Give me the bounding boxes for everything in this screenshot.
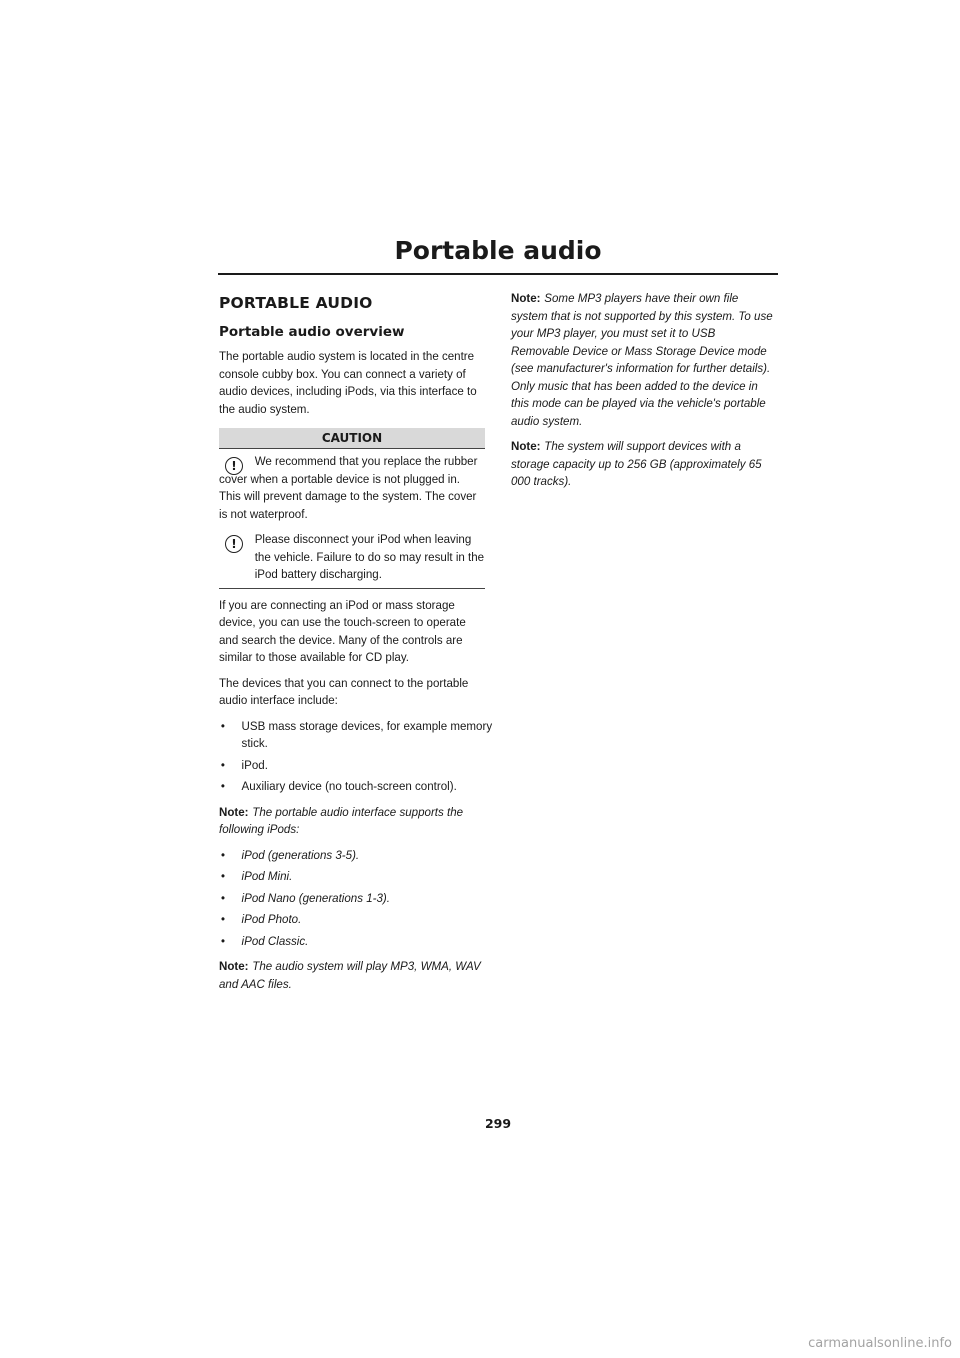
caution-box — [219, 428, 485, 589]
list-item: • iPod (generations 3-5). — [219, 847, 495, 865]
caution-header: CAUTION — [219, 428, 485, 449]
note-label: Note: — [511, 291, 541, 305]
list-item: • iPod Photo. — [219, 911, 495, 929]
intro-paragraph: The portable audio system is located in the centre console cubby box. You can connect a variety of audio devices, including iPods, via this interface to the audio system. — [219, 349, 477, 416]
note-paragraph — [219, 958, 484, 993]
note-paragraph — [219, 804, 484, 839]
left-column — [219, 290, 493, 1001]
header-rule — [218, 273, 778, 275]
device-list — [219, 718, 493, 796]
note-text: The portable audio interface supports the following iPods: — [219, 804, 464, 836]
caution-item — [219, 449, 485, 527]
note-text: Some MP3 players have their own file system that is not supported by this system. To use your MP3 player, you must set it to USB Removable Device or Mass Storage Device mode (see manufacturer's information for further details). Only music that has been added to the device in this mode can be played via the vehicle's portable audio system. — [511, 291, 773, 428]
note-label: Note: — [219, 804, 249, 819]
page-header-title: Portable audio — [394, 236, 602, 265]
list-item: • Auxiliary device (no touch-screen control). — [219, 778, 495, 796]
exclamation-circle-icon: ! — [225, 535, 243, 553]
caution-text: We recommend that you replace the rubber cover when a portable device is not plugged in. This will prevent damage to the system. The cover is not waterproof. — [219, 454, 478, 521]
ipod-list — [219, 847, 485, 951]
section-title: PORTABLE AUDIO — [219, 294, 373, 312]
list-item: • iPod Classic. — [219, 933, 495, 951]
list-item: • iPod Mini. — [219, 868, 495, 886]
list-item: • iPod Nano (generations 1-3). — [219, 890, 495, 908]
watermark: carmanualsonline.info — [808, 1336, 952, 1351]
list-item: • iPod. — [219, 757, 495, 775]
body-paragraph: The devices that you can connect to the portable audio interface include: — [219, 675, 469, 707]
note-label: Note: — [511, 439, 541, 453]
right-column — [511, 290, 777, 499]
note-label: Note: — [219, 959, 249, 973]
section-subtitle: Portable audio overview — [219, 324, 405, 340]
note-text: The audio system will play MP3, WMA, WAV and AAC files. — [219, 959, 481, 991]
note-paragraph — [511, 438, 776, 491]
page-number: 299 — [484, 1116, 512, 1131]
caution-item — [219, 527, 485, 588]
note-paragraph — [511, 290, 776, 430]
caution-text: Please disconnect your iPod when leaving the vehicle. Failure to do so may result in the iPod battery discharging. — [254, 532, 485, 581]
body-paragraph: If you are connecting an iPod or mass storage device, you can use the touch-screen to operate and search the device. Many of the controls are similar to those available for CD play. — [219, 597, 466, 664]
note-text: The system will support devices with a storage capacity up to 256 GB (approximately 65 000 tracks). — [511, 439, 762, 488]
exclamation-circle-icon: ! — [225, 457, 243, 475]
list-item: • USB mass storage devices, for example memory stick. — [219, 718, 495, 753]
